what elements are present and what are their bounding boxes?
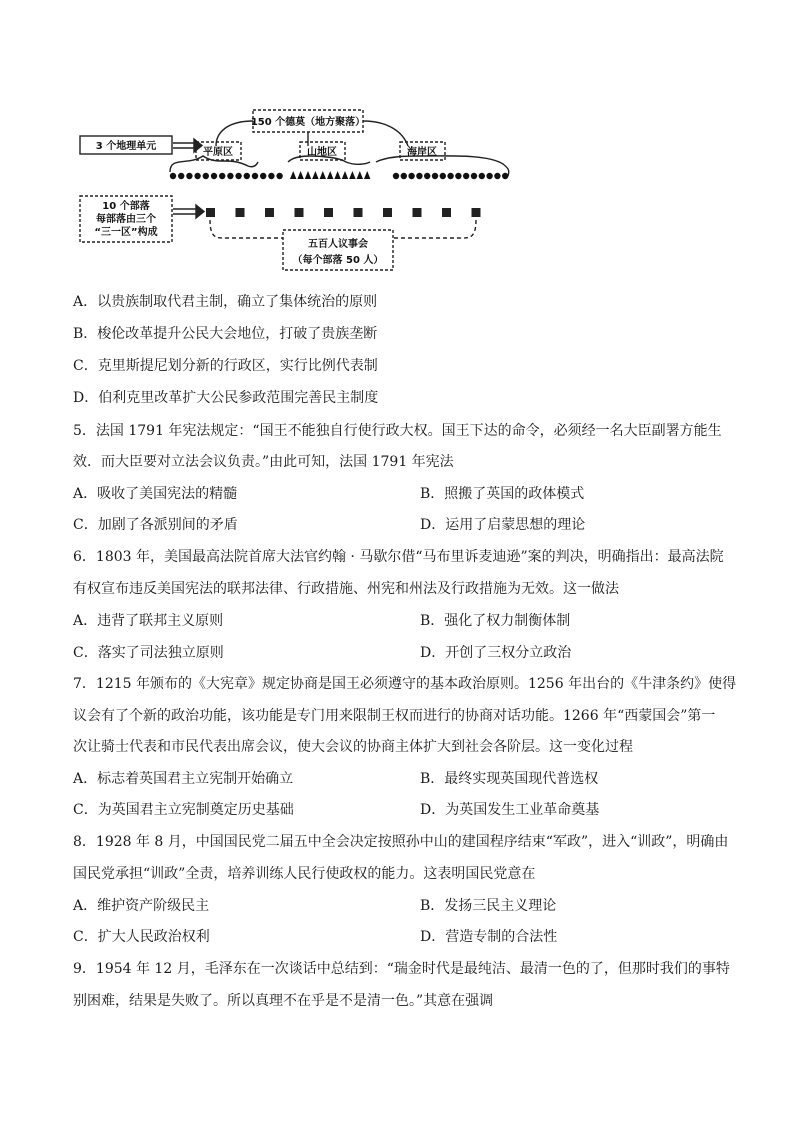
q6-option-c: C．落实了司法独立原则 <box>73 645 224 661</box>
deme-dot <box>211 173 217 179</box>
deme-dot <box>252 173 258 179</box>
reform-structure-diagram <box>78 104 518 284</box>
deme-dot <box>227 173 233 179</box>
tribe-square <box>236 208 245 217</box>
deme-dot <box>393 173 399 179</box>
q8-option-row-2 <box>73 927 733 947</box>
deme-dot <box>260 173 266 179</box>
q6-option-d: D．开创了三权分立政治 <box>420 645 572 661</box>
deme-triangle <box>327 171 333 179</box>
q6-option-b: B．强化了权力制衡体制 <box>420 613 571 629</box>
q6-stem-line-1: 6．1803 年，美国最高法院首席大法官约翰 · 马歇尔借“马布里诉麦迪逊”案的判决，明确指出：最高法院 <box>73 549 724 565</box>
deme-triangle <box>334 171 340 179</box>
deme-triangle <box>312 171 318 179</box>
q7-option-a: A．标志着英国君主立宪制开始确立 <box>73 771 294 787</box>
q8-option-a: A．维护资产阶级民主 <box>73 898 210 914</box>
tribe-square <box>265 208 274 217</box>
tribe-square <box>206 208 215 217</box>
q6-option-row-1 <box>73 611 733 631</box>
deme-dot <box>203 173 209 179</box>
deme-dot <box>432 173 438 179</box>
q5-stem-line-1: 5．法国 1791 年宪法规定：“国王不能独自行使行政大权。国王下达的命令，必须经一名大臣副署方能生 <box>73 423 722 439</box>
tribe-square <box>324 208 333 217</box>
deme-dot <box>219 173 225 179</box>
deme-dot <box>479 173 485 179</box>
deme-dot <box>268 173 274 179</box>
council-line-1: 五百人议事会 <box>308 239 368 250</box>
q5-option-c: C．加剧了各派别间的矛盾 <box>73 517 238 533</box>
deme-dot <box>178 173 184 179</box>
q5-option-b: B．照搬了英国的政体模式 <box>420 486 585 502</box>
q8-option-c: C．扩大人民政治权利 <box>73 929 210 945</box>
deme-dot <box>447 173 453 179</box>
q5-option-row-1 <box>73 484 733 504</box>
q5-stem-line-2: 效．而大臣要对立法会议负责。”由此可知，法国 1791 年宪法 <box>73 454 454 470</box>
tribe-square <box>472 208 481 217</box>
region-mountain-label: 山地区 <box>307 147 337 158</box>
q5-option-d: D．运用了启蒙思想的理论 <box>420 517 586 533</box>
q9-stem-line-2: 别困难，结果是失败了。所以真理不在乎是不是清一色。”其意在强调 <box>73 993 494 1009</box>
deme-triangle <box>290 171 296 179</box>
deme-dot <box>170 173 176 179</box>
deme-triangle <box>297 171 303 179</box>
deme-dot <box>494 173 500 179</box>
q7-option-c: C．为英国君主立宪制奠定历史基础 <box>73 802 294 818</box>
deme-dot <box>455 173 461 179</box>
deme-triangle <box>357 171 363 179</box>
q7-option-b: B．最终实现英国现代普选权 <box>420 771 599 787</box>
tribe-square <box>383 208 392 217</box>
council-line-2: （每个部落 50 人） <box>292 255 384 266</box>
deme-dot <box>440 173 446 179</box>
deme-dot <box>276 173 282 179</box>
deme-triangle <box>342 171 348 179</box>
region-plain-label: 平原区 <box>203 147 233 158</box>
q7-option-row-1 <box>73 769 733 789</box>
q4-option-a: A．以贵族制取代君主制，确立了集体统治的原则 <box>73 294 378 310</box>
q4-option-d: D．伯利克里改革扩大公民参政范围完善民主制度 <box>73 390 379 406</box>
q5-option-a: A．吸收了美国宪法的精髓 <box>73 486 238 502</box>
q8-option-d: D．营造专制的合法性 <box>420 929 558 945</box>
deme-triangle <box>349 171 355 179</box>
mountain-demes-triangles <box>290 171 370 179</box>
tribe-note-line-2: 每部落由三个 <box>96 214 156 225</box>
deme-dot <box>463 173 469 179</box>
deme-dot <box>244 173 250 179</box>
q8-stem-line-1: 8．1928 年 8 月，中国国民党二届五中全会决定按照孙中山的建国程序结束“军政”，进入“训政”，明确由 <box>73 834 729 850</box>
tribe-squares <box>206 208 481 217</box>
deme-dot <box>186 173 192 179</box>
tribe-note-line-1: 10 个部落 <box>102 201 150 212</box>
q5-option-row-2 <box>73 515 733 535</box>
q8-option-row-1 <box>73 896 733 916</box>
deme-dot <box>486 173 492 179</box>
q9-stem-line-1: 9．1954 年 12 月，毛泽东在一次谈话中总结到：“瑞金时代是最纯洁、最清一色的了，但那时我们的事特 <box>73 961 730 977</box>
deme-dot <box>401 173 407 179</box>
q6-option-a: A．违背了联邦主义原则 <box>73 613 224 629</box>
q7-stem-line-3: 次让骑士代表和市民代表出席会议，使大会议的协商主体扩大到社会各阶层。这一变化过程 <box>73 739 633 755</box>
deme-dot <box>424 173 430 179</box>
q7-stem-line-2: 议会有了个新的政治功能，该功能是专门用来限制王权而进行的协商对话功能。1266 年“西蒙国会”第一 <box>73 708 716 724</box>
top-box-label: 150 个德莫（地方聚落） <box>250 117 366 128</box>
q7-option-d: D．为英国发生工业革命奠基 <box>420 802 600 818</box>
q7-option-row-2 <box>73 800 733 820</box>
deme-dot <box>235 173 241 179</box>
deme-dot <box>471 173 477 179</box>
tribe-square <box>442 208 451 217</box>
left-note-label: 3 个地理单元 <box>95 141 157 152</box>
deme-dot <box>408 173 414 179</box>
deme-triangle <box>305 171 311 179</box>
tribe-note-line-3: “三一区”构成 <box>94 227 158 238</box>
deme-triangle <box>364 171 370 179</box>
tribe-square <box>354 208 363 217</box>
q6-stem-line-2: 有权宣布违反美国宪法的联邦法律、行政措施、州宪和州法及行政措施为无效。这一做法 <box>73 581 619 597</box>
q8-stem-line-2: 国民党承担“训政”全责，培养训练人民行使政权的能力。这表明国民党意在 <box>73 866 536 882</box>
q4-option-b: B．梭伦改革提升公民大会地位，打破了贵族垄断 <box>73 326 378 342</box>
deme-triangle <box>320 171 326 179</box>
q7-stem-line-1: 7．1215 年颁布的《大宪章》规定协商是国王必须遵守的基本政治原则。1256 年出台的《牛津条约》使得 <box>73 676 737 692</box>
tribe-square <box>413 208 422 217</box>
q8-option-b: B．发扬三民主义理论 <box>420 898 557 914</box>
region-coast-label: 海岸区 <box>407 147 437 158</box>
tribe-square <box>295 208 304 217</box>
coast-demes-dots <box>393 173 509 179</box>
plain-demes-dots <box>170 173 283 179</box>
deme-dot <box>194 173 200 179</box>
q6-option-row-2 <box>73 643 733 663</box>
deme-dot <box>416 173 422 179</box>
deme-dot <box>502 173 508 179</box>
q4-option-c: C．克里斯提尼划分新的行政区，实行比例代表制 <box>73 358 378 374</box>
